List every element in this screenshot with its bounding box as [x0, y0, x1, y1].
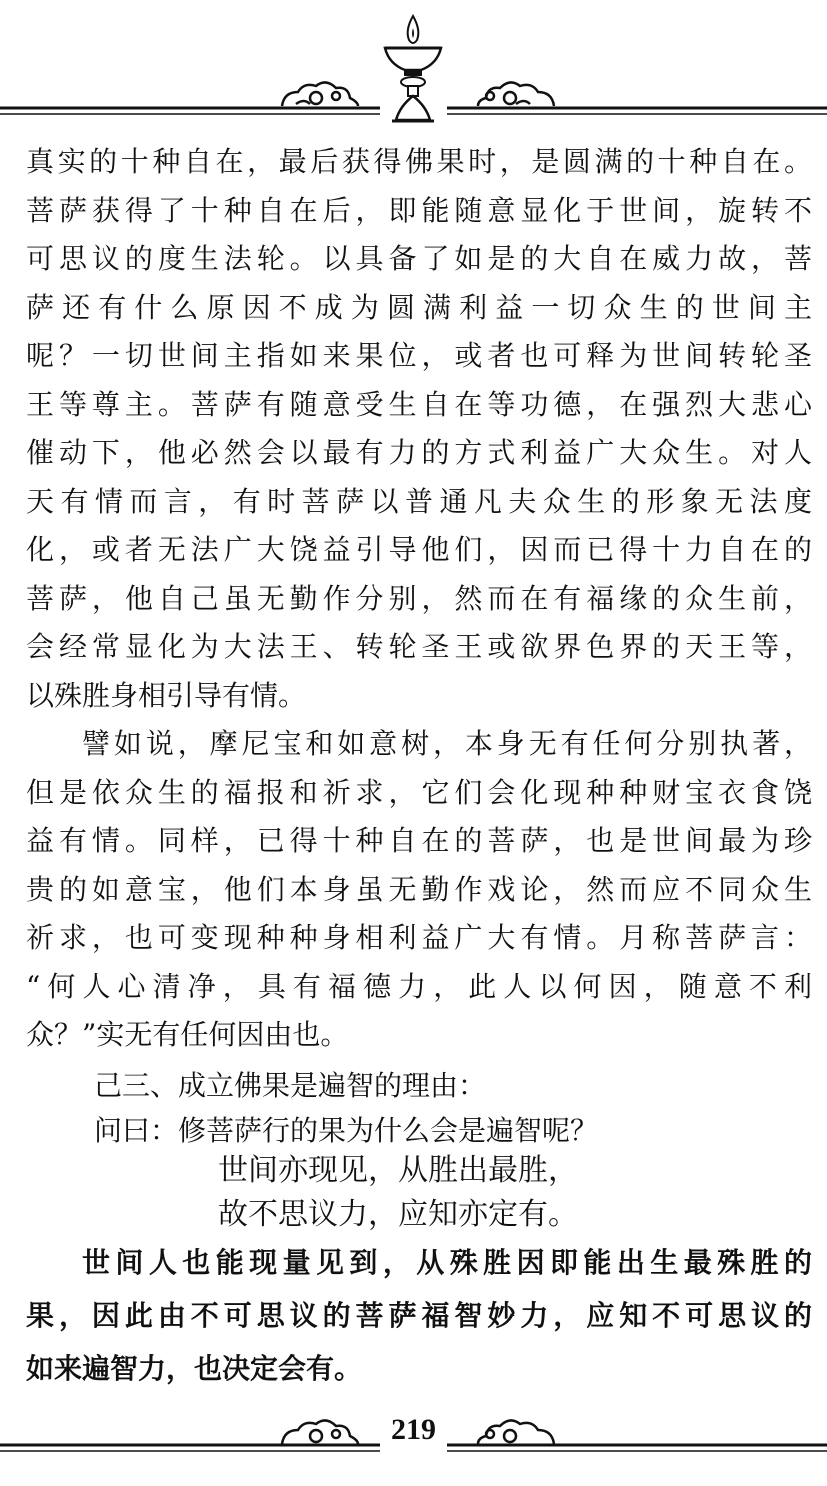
text-line: 祈求，也可变现种种身相利益广大有情。月称菩萨言： — [26, 921, 812, 954]
text-line: 化，或者无法广大饶益引导他们，因而已得十力自在的 — [26, 533, 812, 566]
verse-line: 世间亦现见，从胜出最胜， — [218, 1153, 578, 1188]
verse-line: 故不思议力，应知亦定有。 — [218, 1197, 578, 1232]
butter-lamp-ornament-icon — [0, 0, 827, 140]
commentary-line: 世间人也能现量见到，从殊胜因即能出生最殊胜的 — [82, 1246, 812, 1279]
text-line: 可思议的度生法轮。以具备了如是的大自在威力故，菩 — [26, 242, 812, 275]
text-line: 真实的十种自在，最后获得佛果时，是圆满的十种自在。 — [26, 145, 812, 178]
question-text: 问曰：修菩萨行的果为什么会是遍智呢？ — [94, 1114, 599, 1147]
text-line: 贵的如意宝，他们本身虽无勤作戏论，然而应不同众生 — [26, 872, 812, 906]
paragraph-2 — [26, 720, 812, 1060]
text-line: 菩萨，他自己虽无勤作分别，然而在有福缘的众生前， — [26, 581, 812, 615]
commentary-line: 如来遍智力，也决定会有。 — [26, 1352, 363, 1385]
section-heading: 己三、成立佛果是遍智的理由： — [94, 1069, 487, 1102]
commentary — [26, 1236, 812, 1395]
text-line: 菩萨获得了十种自在后，即能随意显化于世间，旋转不 — [26, 193, 812, 227]
text-line: 催动下，他必然会以最有力的方式利益广大众生。对人 — [26, 436, 812, 469]
text-line: 会经常显化为大法王、转轮圣王或欲界色界的天王等， — [26, 630, 812, 663]
commentary-line: 果，因此由不可思议的菩萨福智妙力，应知不可思议的 — [26, 1299, 812, 1332]
text-line: 天有情而言，有时菩萨以普通凡夫众生的形象无法度 — [26, 484, 812, 518]
text-line: 王等尊主。菩萨有随意受生自在等功德，在强烈大悲心 — [26, 387, 812, 421]
text-line: 呢？一切世间主指如来果位，或者也可释为世间转轮圣 — [26, 339, 812, 372]
text-line: 譬如说，摩尼宝和如意树，本身无有任何分别执著， — [82, 727, 812, 760]
text-line: 益有情。同样，已得十种自在的菩萨，也是世间最为珍 — [26, 824, 812, 857]
text-line: “何人心清净，具有福德力，此人以何因，随意不利 — [26, 969, 812, 1003]
header-ornament — [0, 0, 827, 140]
text-line: 萨还有什么原因不成为圆满利益一切众生的世间主 — [26, 290, 812, 324]
paragraph-1 — [26, 138, 812, 720]
page-number: 219 — [391, 1413, 436, 1446]
text-line: 但是依众生的福报和祈求，它们会化现种种财宝衣食饶 — [26, 775, 812, 809]
text-line: 众？”实无有任何因由也。 — [26, 1018, 349, 1051]
text-line: 以殊胜身相引导有情。 — [26, 678, 307, 712]
